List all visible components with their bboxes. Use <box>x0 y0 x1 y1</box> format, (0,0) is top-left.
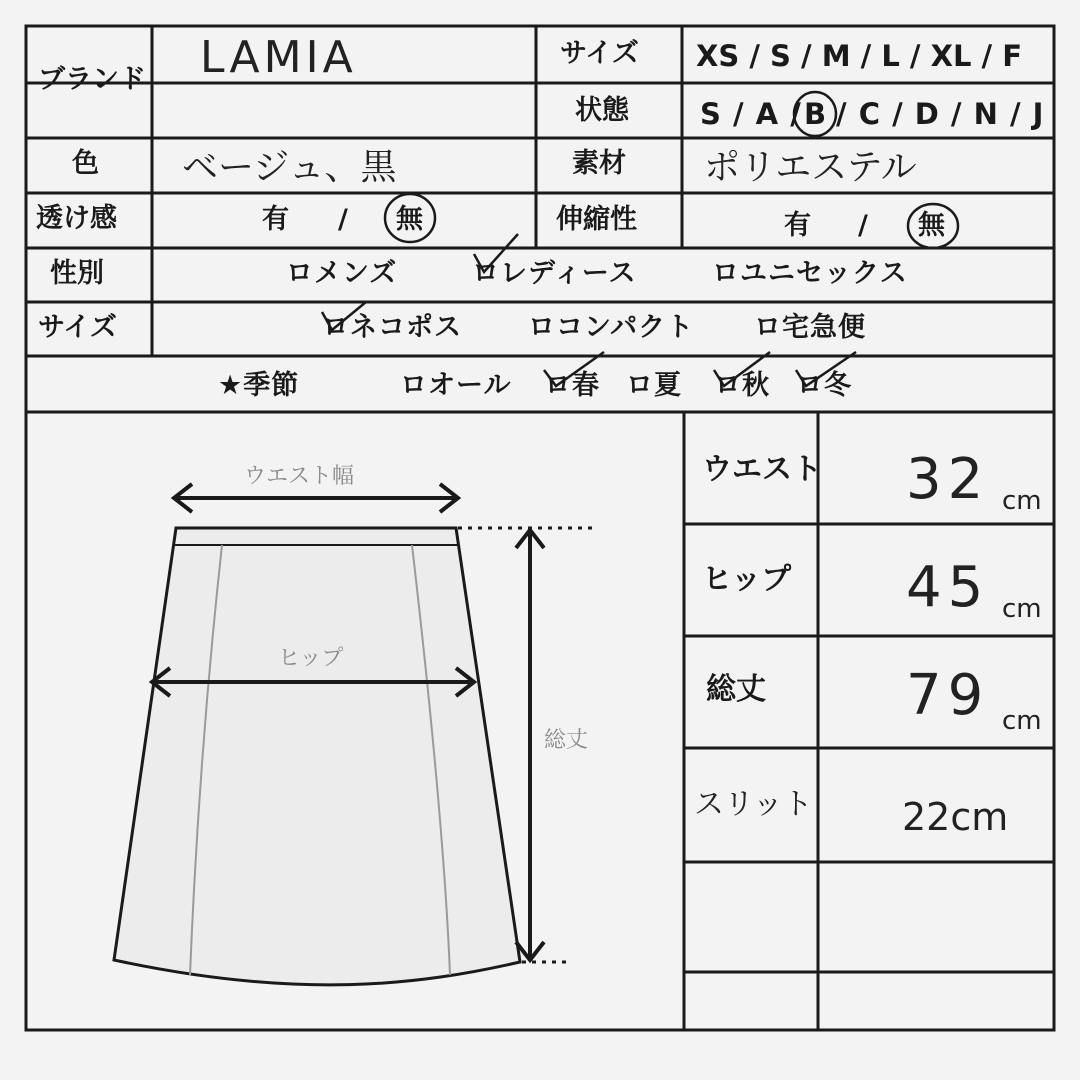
measure-label-slit: スリット <box>694 787 813 822</box>
brand-label: ブランド <box>38 64 146 95</box>
sheer-sep: / <box>338 204 349 235</box>
material-value: ポリエステル <box>704 147 917 188</box>
stretch-yes: 有 <box>784 210 812 241</box>
season-spring: ロ春 <box>544 370 600 401</box>
sheer-no: 無 <box>396 204 424 235</box>
shipping-label: サイズ <box>38 312 117 343</box>
stretch-sep: / <box>858 210 869 241</box>
measure-value-hip: 45 <box>906 555 990 620</box>
sheer-yes: 有 <box>262 204 290 235</box>
stretch-label: 伸縮性 <box>556 204 637 235</box>
season-autumn: ロ秋 <box>714 370 770 401</box>
measure-value-waist: 32 <box>906 447 990 512</box>
measure-unit-length: cm <box>1002 706 1042 736</box>
condition-label: 状態 <box>575 95 629 126</box>
waist-width-label: ウエスト幅 <box>244 464 355 489</box>
condition-selected: B <box>804 97 828 131</box>
season-summer: ロ夏 <box>626 370 682 401</box>
length-label: 総丈 <box>544 728 589 753</box>
measure-value-slit: 22cm <box>902 795 1009 839</box>
condition-options-after: / C / D / N / J <box>836 97 1045 131</box>
stretch-no: 無 <box>918 210 946 241</box>
shipping-takkyubin: ロ宅急便 <box>754 312 866 343</box>
hip-label: ヒップ <box>278 646 344 671</box>
season-winter: ロ冬 <box>796 370 852 401</box>
measure-label-length: 総丈 <box>706 672 766 707</box>
length-arrow <box>516 530 544 960</box>
sheer-label: 透け感 <box>36 203 117 234</box>
season-label: ★季節 <box>218 370 300 401</box>
gender-mens: ロメンズ <box>286 258 398 289</box>
skirt-diagram <box>114 484 596 985</box>
measure-label-waist: ウエスト <box>702 452 822 487</box>
size-options: XS / S / M / L / XL / F <box>696 39 1023 73</box>
color-value: ベージュ、黒 <box>182 147 397 188</box>
condition-options-before: S / A / <box>700 97 802 131</box>
shipping-nekopos: ロネコポス <box>322 312 462 343</box>
measure-value-length: 79 <box>906 663 990 728</box>
shipping-compact: ロコンパクト <box>528 312 695 343</box>
brand-value: LAMIA <box>200 32 357 83</box>
gender-label: 性別 <box>50 258 104 289</box>
size-label: サイズ <box>560 38 639 69</box>
measure-unit-hip: cm <box>1002 594 1042 624</box>
gender-unisex: ロユニセックス <box>712 258 908 289</box>
material-label: 素材 <box>572 148 626 179</box>
season-all: ロオール <box>400 370 512 401</box>
gender-ladies: ロレディース <box>472 258 637 289</box>
measure-label-hip: ヒップ <box>702 562 792 597</box>
measure-unit-waist: cm <box>1002 486 1042 516</box>
color-label: 色 <box>72 148 99 179</box>
